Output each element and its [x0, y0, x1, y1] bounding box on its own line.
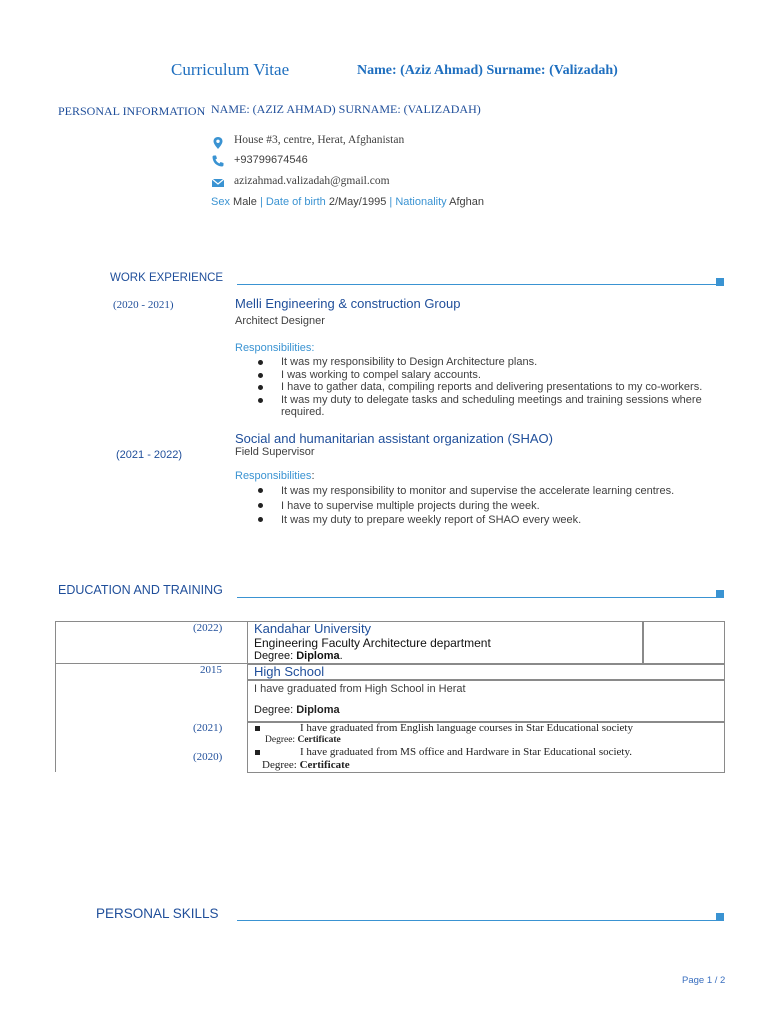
responsibilities-label: Responsibilities	[235, 470, 312, 482]
degree-label: Degree:	[254, 650, 294, 662]
degree-value: Certificate	[297, 735, 341, 745]
work-experience-label: WORK EXPERIENCE	[110, 272, 224, 284]
degree-label: Degree:	[262, 759, 297, 771]
sex-label: Sex	[211, 196, 230, 208]
education-degree	[262, 759, 350, 771]
address-text: House #3, centre, Herat, Afghanistan	[234, 134, 405, 146]
cv-title: Curriculum Vitae	[171, 60, 290, 79]
job-organization: Social and humanitarian assistant organization (SHAO)	[235, 431, 553, 446]
education-degree	[265, 735, 341, 745]
square-bullet-icon	[255, 750, 260, 755]
degree-value: Diploma	[296, 650, 340, 662]
nationality-value: Afghan	[449, 196, 484, 208]
list-item: It was my duty to prepare weekly report of SHAO every week.	[235, 513, 705, 528]
education-desc-row	[255, 746, 632, 758]
job-role: Architect Designer	[235, 315, 325, 327]
education-date: (2020)	[193, 751, 223, 763]
job-role: Field Supervisor	[235, 446, 315, 458]
table-row	[193, 622, 222, 634]
job-dates: (2020 - 2021)	[113, 299, 174, 311]
job-dates	[116, 449, 182, 461]
dob-value: 2/May/1995	[328, 196, 387, 208]
education-date: 2015	[200, 664, 222, 676]
list-item: I have to gather data, compiling reports and delivering presentations to my co-workers.	[235, 381, 705, 394]
list-item: I was working to compel salary accounts.	[235, 369, 705, 382]
personal-skills-label: PERSONAL SKILLS	[96, 906, 219, 921]
list-item: I have to supervise multiple projects during the week.	[235, 499, 705, 514]
personal-info-label: PERSONAL INFORMATION	[58, 104, 206, 118]
degree-value: Certificate	[299, 759, 350, 771]
degree-label: Degree:	[254, 704, 294, 716]
square-bullet-icon	[255, 726, 260, 731]
phone-text: +93799674546	[234, 154, 308, 166]
education-label: EDUCATION AND TRAINING	[58, 583, 223, 597]
table-cell	[642, 621, 725, 665]
section-marker	[716, 913, 724, 921]
education-desc-row	[255, 722, 633, 734]
phone-icon	[211, 154, 225, 168]
responsibilities-label: Responsibilities:	[235, 342, 315, 354]
responsibilities-list	[235, 356, 705, 419]
responsibilities-colon: :	[311, 470, 315, 482]
personal-details-row	[211, 196, 484, 208]
section-marker	[716, 278, 724, 286]
job-dates-text: (2021 - 2022)	[116, 449, 183, 461]
education-desc: I have graduated from MS office and Hardware in Star Educational society.	[300, 746, 633, 758]
email-text: azizahmad.valizadah@gmail.com	[234, 175, 390, 187]
separator: |	[389, 196, 393, 208]
education-school: High School	[254, 664, 325, 679]
education-desc: Engineering Faculty Architecture department	[254, 636, 491, 650]
degree-label: Degree:	[265, 735, 296, 745]
section-marker	[716, 590, 724, 598]
header-name: Name: (Aziz Ahmad) Surname: (Valizadah)	[357, 63, 618, 78]
list-item: It was my responsibility to monitor and supervise the accelerate learning centres.	[235, 484, 705, 499]
email-row	[211, 176, 225, 195]
education-school: Kandahar University	[254, 621, 372, 636]
education-degree	[254, 650, 343, 662]
list-item: It was my duty to delegate tasks and scheduling meetings and training sessions where required.	[235, 394, 705, 419]
nationality-label: Nationality	[395, 196, 447, 208]
list-item: It was my responsibility to Design Architecture plans.	[235, 356, 705, 369]
degree-suffix: .	[339, 650, 343, 662]
sex-value: Male	[233, 196, 257, 208]
section-divider	[237, 597, 717, 598]
education-desc: I have graduated from English language courses in Star Educational society	[300, 722, 633, 734]
phone-row	[211, 154, 225, 173]
separator: |	[259, 196, 263, 208]
education-date: (2021)	[193, 722, 223, 734]
responsibilities-label-row	[235, 470, 315, 482]
page-number: Page 1 / 2	[682, 975, 726, 986]
education-date: (2022)	[193, 622, 223, 634]
section-divider	[237, 284, 717, 285]
job-organization: Melli Engineering & construction Group	[235, 296, 461, 311]
personal-name-caps: NAME: (AZIZ AHMAD) SURNAME: (VALIZADAH)	[211, 102, 481, 116]
degree-value: Diploma	[296, 704, 340, 716]
email-icon	[211, 176, 225, 190]
address-row	[211, 134, 225, 152]
responsibilities-list	[235, 484, 705, 528]
location-pin-icon	[211, 136, 225, 150]
table-border	[55, 621, 56, 772]
dob-label: Date of birth	[265, 196, 326, 208]
education-desc: I have graduated from High School in Herat	[254, 683, 466, 695]
education-degree	[254, 704, 340, 716]
section-divider	[237, 920, 717, 921]
